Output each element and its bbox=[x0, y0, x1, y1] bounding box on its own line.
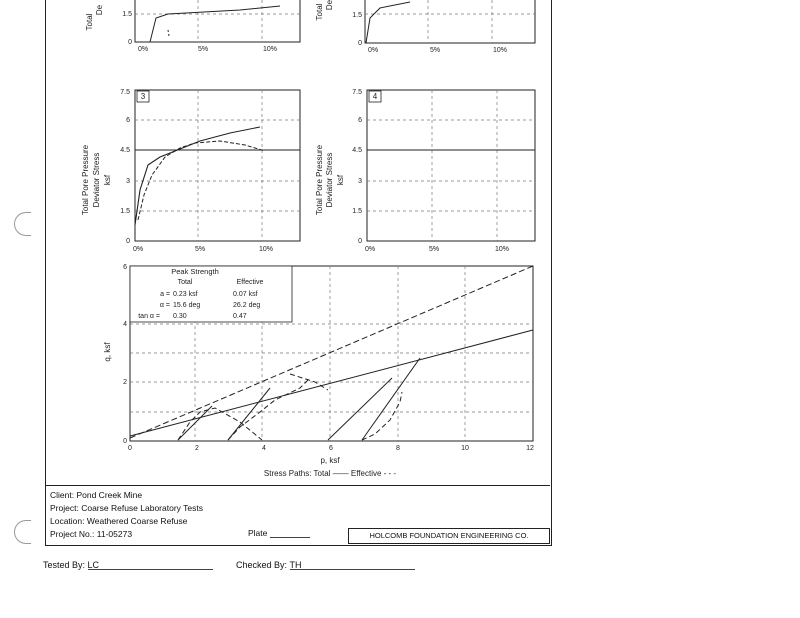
checked-by-field bbox=[290, 560, 415, 570]
peak-strength-col-total: Total bbox=[177, 279, 193, 286]
plot-3-grid bbox=[135, 90, 300, 241]
plot-1-pore-curve bbox=[168, 30, 169, 36]
plot-2-ytick: 0 bbox=[358, 40, 362, 47]
plot-3-ytick: 0 bbox=[126, 238, 130, 245]
client-line bbox=[50, 490, 142, 500]
plot-3-number: 3 bbox=[140, 92, 146, 101]
project-line bbox=[50, 503, 203, 513]
plot-2-ytick: 1.5 bbox=[352, 12, 362, 19]
plot-1-deviator-curve bbox=[150, 6, 280, 42]
peak-strength-title: Peak Strength bbox=[171, 267, 219, 276]
plot-2-grid bbox=[365, 0, 535, 43]
total-envelope-line bbox=[130, 330, 533, 436]
stress-path-xtick: 2 bbox=[195, 445, 199, 452]
plot-2-ylabel: Total bbox=[315, 3, 324, 21]
client-value: Pond Creek Mine bbox=[76, 490, 143, 500]
peak-strength-effective: 0.47 bbox=[233, 313, 247, 320]
plot-3-ylabel-deviator: Deviator Stress bbox=[92, 152, 101, 208]
peak-strength-col-effective: Effective bbox=[236, 279, 264, 286]
plot-3-ytick: 1.5 bbox=[120, 208, 130, 215]
project-no-value: 11-05273 bbox=[96, 529, 133, 539]
plate-line bbox=[248, 528, 310, 538]
binder-ring-mark bbox=[14, 212, 31, 236]
location-line bbox=[50, 516, 187, 526]
plot-4 bbox=[312, 85, 552, 255]
plot-4-ylabel-unit: ksf bbox=[336, 174, 345, 186]
checked-by-line bbox=[236, 560, 415, 570]
plot-2-xtick: 5% bbox=[429, 47, 441, 54]
plot-3-xtick: 10% bbox=[258, 246, 274, 253]
company-name-box bbox=[348, 528, 550, 544]
binder-ring-mark bbox=[14, 520, 31, 544]
plot-4-ylabel-pore: Total Pore Pressure bbox=[315, 144, 324, 216]
plot-1-ytick: 0 bbox=[128, 39, 132, 46]
plot-3-ytick: 4.5 bbox=[120, 147, 130, 154]
plot-4-ytick: 6 bbox=[358, 117, 362, 124]
plot-3-ylabel-pore: Total Pore Pressure bbox=[81, 144, 90, 216]
peak-strength-row-label: tan α = bbox=[138, 313, 160, 320]
plot-1-xtick: 10% bbox=[262, 46, 278, 53]
project-value: Coarse Refuse Laboratory Tests bbox=[81, 503, 203, 513]
plot-4-ytick: 4.5 bbox=[352, 147, 362, 154]
plot-4-frame bbox=[367, 90, 535, 241]
plot-4-ylabel-deviator: Deviator Stress bbox=[325, 152, 334, 208]
peak-strength-total: 0.30 bbox=[173, 313, 187, 320]
plot-3-frame bbox=[135, 90, 300, 241]
stress-path-legend: Stress Paths: Total —— Effective - - - bbox=[263, 469, 397, 478]
stress-path-xtick: 0 bbox=[128, 445, 132, 452]
plot-3-xtick: 0% bbox=[132, 246, 144, 253]
stress-path-ytick: 4 bbox=[123, 321, 127, 328]
plot-1-ylabel: Total bbox=[85, 13, 94, 31]
project-no-line bbox=[50, 529, 132, 539]
checked-by-label: Checked By: bbox=[236, 560, 288, 570]
company-name: HOLCOMB FOUNDATION ENGINEERING CO. bbox=[369, 531, 529, 540]
plot-1-xtick: 0% bbox=[137, 46, 149, 53]
plot-4-ytick: 0 bbox=[358, 238, 362, 245]
plot-4-ytick: 3 bbox=[358, 178, 362, 185]
client-label: Client: bbox=[50, 490, 75, 500]
tested-by-line bbox=[43, 560, 213, 570]
plot-3-ytick: 6 bbox=[126, 117, 130, 124]
plot-4-xtick: 0% bbox=[364, 246, 376, 253]
checked-by-value: TH bbox=[289, 560, 302, 570]
plot-1 bbox=[80, 0, 320, 55]
plot-1-ytick: 1.5 bbox=[122, 11, 132, 18]
plot-2-ylabel2: De bbox=[325, 0, 334, 11]
plot-3-ytick: 7.5 bbox=[120, 89, 130, 96]
peak-strength-effective: 0.07 ksf bbox=[233, 291, 258, 298]
plot-2-xtick: 10% bbox=[492, 47, 508, 54]
stress-path-ylabel: q, ksf bbox=[103, 342, 112, 362]
stress-path-ytick: 2 bbox=[123, 379, 127, 386]
stress-path-xtick: 8 bbox=[396, 445, 400, 452]
peak-strength-effective: 26.2 deg bbox=[233, 302, 261, 309]
plot-1-ylabel2: De bbox=[95, 4, 104, 16]
plot-3-ytick: 3 bbox=[126, 178, 130, 185]
stress-path-xtick: 4 bbox=[262, 445, 266, 452]
plot-2-frame bbox=[365, 0, 535, 43]
project-label: Project: bbox=[50, 503, 79, 513]
plot-4-xtick: 10% bbox=[494, 246, 510, 253]
plot-4-grid bbox=[367, 90, 535, 241]
total-stress-paths bbox=[178, 358, 420, 440]
location-label: Location: bbox=[50, 516, 85, 526]
peak-strength-row-label: a = bbox=[160, 291, 170, 298]
stress-path-ytick: 6 bbox=[123, 264, 127, 271]
peak-strength-total: 0.23 ksf bbox=[173, 291, 198, 298]
stress-path-xtick: 10 bbox=[461, 445, 469, 452]
project-no-label: Project No.: bbox=[50, 529, 95, 539]
plate-label: Plate bbox=[248, 528, 268, 538]
stress-path-plot bbox=[100, 262, 540, 482]
plot-3-deviator-curve bbox=[135, 127, 260, 225]
tested-by-value: LC bbox=[87, 560, 100, 570]
plot-4-ytick: 1.5 bbox=[352, 208, 362, 215]
plot-4-xtick: 5% bbox=[428, 246, 440, 253]
peak-strength-row-label: α = bbox=[159, 302, 170, 309]
tested-by-label: Tested By: bbox=[43, 560, 86, 570]
info-divider bbox=[45, 485, 550, 486]
stress-path-xtick: 12 bbox=[526, 445, 534, 452]
plot-3 bbox=[80, 85, 315, 255]
stress-path-xlabel: p, ksf bbox=[320, 456, 340, 465]
plot-3-ylabel-unit: ksf bbox=[103, 174, 112, 186]
plot-2 bbox=[310, 0, 555, 55]
plot-2-xtick: 0% bbox=[367, 47, 379, 54]
plot-4-ytick: 7.5 bbox=[352, 89, 362, 96]
plot-3-pore-curve bbox=[138, 141, 265, 220]
tested-by-field bbox=[88, 560, 213, 570]
plot-3-xtick: 5% bbox=[194, 246, 206, 253]
plot-4-number: 4 bbox=[372, 92, 378, 101]
plot-2-deviator-curve bbox=[366, 2, 410, 43]
plot-1-xtick: 5% bbox=[197, 46, 209, 53]
plate-blank bbox=[270, 528, 310, 538]
stress-path-ytick: 0 bbox=[123, 438, 127, 445]
peak-strength-total: 15.6 deg bbox=[173, 302, 201, 309]
stress-path-xtick: 6 bbox=[329, 445, 333, 452]
location-value: Weathered Coarse Refuse bbox=[86, 516, 188, 526]
